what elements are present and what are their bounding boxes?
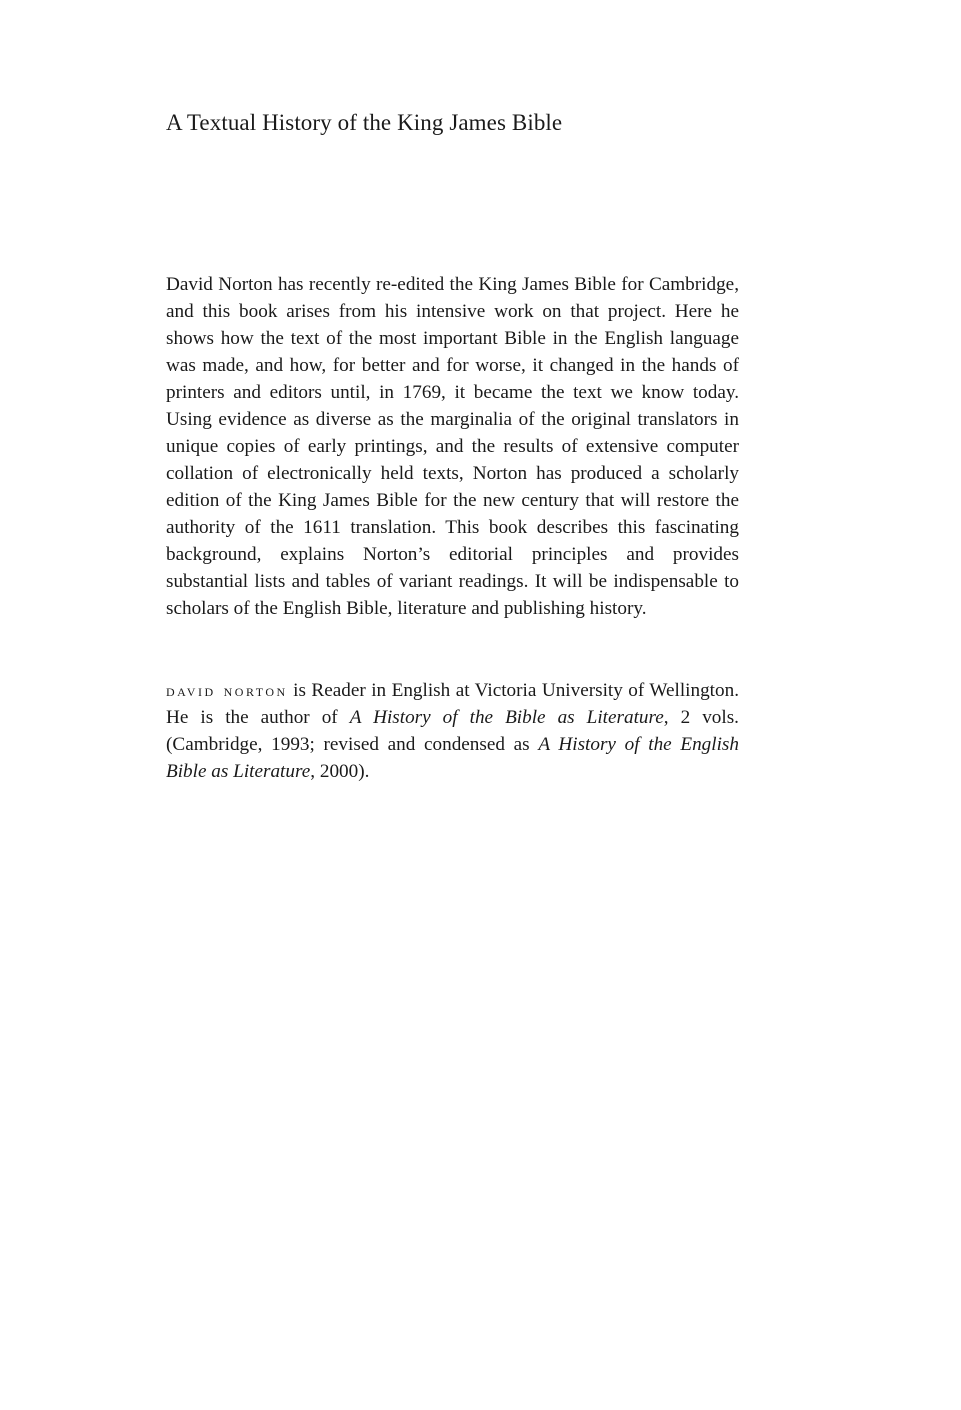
bio-text-2: , 2 vols. (Cambridge, 1993; revised and condensed as	[166, 707, 739, 755]
bio-text-1: is Reader in English at Victoria University of Wellington. He is the author of	[166, 680, 739, 728]
book-title: A Textual History of the King James Bible	[166, 110, 563, 135]
author-bio	[166, 677, 739, 785]
author-name-last: norton	[223, 681, 288, 700]
book-title-2: A History of the English Bible as Literature	[166, 734, 739, 782]
book-description: David Norton has recently re-edited the King James Bible for Cambridge, and this book arises from his intensive work on that project. Here he shows how the text of the most important Bible in the English language was made, and how, for better and for worse, it changed in the hands of printers and editors until, in 1769, it became the text we know today. Using evidence as diverse as the marginalia of the original translators in unique copies of early printings, and the results of extensive computer collation of electronically held texts, Norton has produced a scholarly edition of the King James Bible for the new century that will restore the authority of the 1611 translation. This book describes this fascinating background, explains Norton’s editorial principles and provides substantial lists and tables of variant readings. It will be indispensable to scholars of the English Bible, literature and publishing history.	[166, 274, 739, 619]
book-title-1: A History of the Bible as Literature	[349, 707, 664, 728]
author-name-first: david	[166, 681, 216, 700]
bio-text-3: , 2000).	[310, 761, 370, 782]
